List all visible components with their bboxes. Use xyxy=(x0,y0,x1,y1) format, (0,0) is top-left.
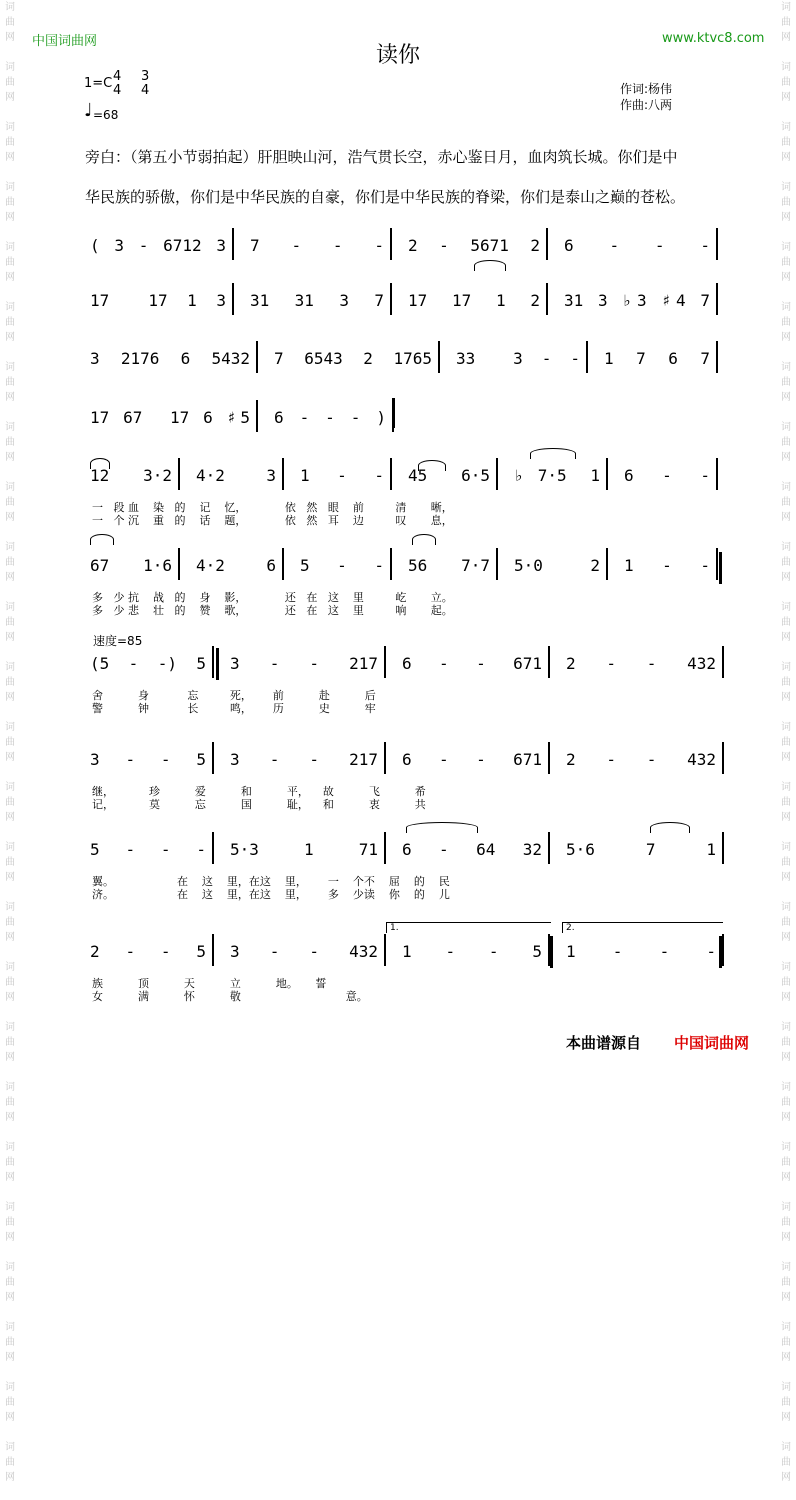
measure-notes: 3 - - 5 xyxy=(90,750,206,769)
barline xyxy=(390,228,392,260)
key-signature: 1=C xyxy=(84,76,113,91)
barline xyxy=(212,742,214,774)
measure-notes: 6 - - xyxy=(624,466,710,485)
barline xyxy=(212,832,214,864)
volta-1-label: 1. xyxy=(390,923,399,933)
measure-notes: 12 3·2 xyxy=(90,466,172,485)
lyric-line: 一 个 沉 重 的 话 题， 依 然 耳 边 叹 息， xyxy=(92,514,453,527)
double-barline xyxy=(392,398,395,428)
lyric-line: 一 段 血 染 的 记 忆， 依 然 眼 前 清 晰， xyxy=(92,501,453,514)
barline xyxy=(716,341,718,373)
lyric-line: 继， 珍 爱 和 平， 故 飞 希 xyxy=(92,785,426,798)
measure-notes: 17 17 1 3 xyxy=(90,291,226,310)
barline xyxy=(178,458,180,490)
slur-mark xyxy=(650,822,690,833)
measure-notes: 5·6 7 1 xyxy=(566,840,716,859)
measure-notes: (5 - -) 5 xyxy=(90,654,206,673)
barline xyxy=(722,742,724,774)
barline xyxy=(438,341,440,373)
measure-notes: 17 17 1 2 xyxy=(408,291,540,310)
lyric-line: 多 少 悲 壮 的 赞 歌， 还 在 这 里 响 起。 xyxy=(92,604,453,617)
lyric-line: 族 顶 天 立 地。 誓 xyxy=(92,977,327,990)
lyric-line: 女 满 怀 敬 意。 xyxy=(92,990,368,1003)
measure-notes: 5 - - - xyxy=(90,840,206,859)
barline xyxy=(716,283,718,315)
narration-line-2: 华民族的骄傲，你们是中华民族的自豪，你们是中华民族的脊梁，你们是泰山之巅的苍松。 xyxy=(85,188,686,206)
barline xyxy=(716,228,718,260)
tempo-change: 速度=85 xyxy=(93,634,143,648)
slur-mark xyxy=(90,534,114,545)
lyric-line: 警 钟 长 鸣， 历 史 牢 xyxy=(92,702,376,715)
barline xyxy=(722,646,724,678)
slur-mark xyxy=(530,448,576,459)
measure-notes: 5·0 2 xyxy=(514,556,600,575)
measure-notes: 56 7·7 xyxy=(408,556,490,575)
tempo-marking: =68 xyxy=(93,108,119,122)
site-name-header[interactable]: 中国词曲网 xyxy=(32,34,98,49)
measure-notes: ( 3 - 6712 3 xyxy=(90,236,226,255)
barline xyxy=(548,742,550,774)
barline xyxy=(496,458,498,490)
measure-notes: 3 - - 217 xyxy=(230,750,378,769)
volta-1 xyxy=(386,922,551,933)
measure-notes: 1 - - - xyxy=(566,942,716,961)
time-signature-1: 4 4 xyxy=(113,69,122,98)
composer-credit: 作曲:八两 xyxy=(620,98,673,112)
double-barline xyxy=(550,936,553,968)
lyric-line: 济。 在 这 里，在这 里， 多 少读 你 的 儿 xyxy=(92,888,450,901)
watermark-right: 词 曲 网 词 曲 网 词 曲 网 词 曲 网 词 曲 网 词 曲 网 词 曲 网 词 曲 网 词 曲 网 词 曲 网 词 曲 网 词 曲 网 词 曲 网 词 曲 网 词 曲 网 词 曲 网 词 曲 网 词 曲 网 词 曲 网 词 曲 网 词 曲 网 词 曲 网 词 曲 网 词 曲 网 词 曲 网 xyxy=(781,2,791,1483)
measure-notes: 17 67 17 6 ♯5 xyxy=(90,408,250,427)
barline xyxy=(232,283,234,315)
barline xyxy=(384,934,386,966)
barline xyxy=(716,458,718,490)
lyric-line: 舍 身 忘 死， 前 赴 后 xyxy=(92,689,376,702)
barline xyxy=(546,283,548,315)
barline xyxy=(384,742,386,774)
barline xyxy=(716,548,718,580)
measure-notes: 31 31 3 7 xyxy=(250,291,384,310)
measure-notes: 3 - - 217 xyxy=(230,654,378,673)
measure-notes: 6 - 64 32 xyxy=(402,840,542,859)
measure-notes: 2 - - 5 xyxy=(90,942,206,961)
barline xyxy=(384,832,386,864)
slur-mark xyxy=(412,534,436,545)
lyric-line: 多 少 抗 战 的 身 影， 还 在 这 里 屹 立。 xyxy=(92,591,453,604)
barline xyxy=(722,934,724,966)
measure-notes: 2 - - 432 xyxy=(566,654,716,673)
measure-notes: 5·3 1 71 xyxy=(230,840,378,859)
measure-notes: 4·2 6 xyxy=(196,556,276,575)
measure-notes: 1 - - 5 xyxy=(402,942,542,961)
site-url-header[interactable]: www.ktvc8.com xyxy=(662,31,765,46)
measure-notes: 1 7 6 7 xyxy=(604,349,710,368)
barline xyxy=(212,646,214,678)
measure-notes: 1 - - xyxy=(300,466,384,485)
slur-mark xyxy=(406,822,478,833)
measure-notes: 33 3 - - xyxy=(456,349,580,368)
measure-notes: 6 - - 671 xyxy=(402,750,542,769)
measure-notes: 2 - - 432 xyxy=(566,750,716,769)
barline xyxy=(390,548,392,580)
barline xyxy=(212,934,214,966)
footer-source-label: 本曲谱源自 xyxy=(566,1034,642,1052)
lyric-line: 翼。 在 这 里，在这 里， 一 个不 屈 的 民 xyxy=(92,875,450,888)
measure-notes: 31 3 ♭3 ♯4 7 xyxy=(564,291,710,310)
double-barline xyxy=(719,552,722,584)
footer-site-link[interactable]: 中国词曲网 xyxy=(674,1034,750,1052)
barline xyxy=(722,832,724,864)
barline xyxy=(282,548,284,580)
barline xyxy=(606,458,608,490)
barline xyxy=(496,548,498,580)
lyric-line: 记， 莫 忘 国 耻， 和 衷 共 xyxy=(92,798,426,811)
measure-notes: 6 - - - ) xyxy=(274,408,386,427)
measure-notes: 3 - - 432 xyxy=(230,942,378,961)
barline xyxy=(384,646,386,678)
narration-line-1: 旁白：（第五小节弱拍起）肝胆映山河，浩气贯长空，赤心鉴日月，血肉筑长城。你们是中 xyxy=(85,148,678,166)
song-title: 读你 xyxy=(375,43,420,68)
lyricist-credit: 作词:杨伟 xyxy=(620,82,673,96)
quarter-note-icon: ♩ xyxy=(84,100,93,121)
barline xyxy=(390,458,392,490)
measure-notes: 6 - - 671 xyxy=(402,654,542,673)
measure-notes: 67 1·6 xyxy=(90,556,172,575)
measure-notes: 3 2176 6 5432 xyxy=(90,349,250,368)
barline xyxy=(390,283,392,315)
measure-notes: 2 - 5671 2 xyxy=(408,236,540,255)
time-signature-2: 3 4 xyxy=(141,69,150,98)
measure-notes: 1 - - xyxy=(624,556,710,575)
barline xyxy=(546,228,548,260)
measure-notes: 7 6543 2 1765 xyxy=(274,349,432,368)
barline xyxy=(232,228,234,260)
measure-notes: 4·2 3 xyxy=(196,466,276,485)
double-barline xyxy=(719,936,722,968)
watermark-left: 词 曲 网 词 曲 网 词 曲 网 词 曲 网 词 曲 网 词 曲 网 词 曲 网 词 曲 网 词 曲 网 词 曲 网 词 曲 网 词 曲 网 词 曲 网 词 曲 网 词 曲 网 词 曲 网 词 曲 网 词 曲 网 词 曲 网 词 曲 网 词 曲 网 词 曲 网 词 曲 网 词 曲 网 词 曲 网 xyxy=(5,2,15,1483)
volta-2-label: 2. xyxy=(566,923,575,933)
measure-notes: 7 - - - xyxy=(250,236,384,255)
barline xyxy=(256,341,258,373)
barline xyxy=(548,832,550,864)
volta-2 xyxy=(562,922,723,933)
barline xyxy=(178,548,180,580)
double-barline xyxy=(216,648,219,680)
barline xyxy=(606,548,608,580)
barline xyxy=(586,341,588,373)
measure-notes: 45 6·5 xyxy=(408,466,490,485)
measure-notes: 5 - - xyxy=(300,556,384,575)
barline xyxy=(256,400,258,432)
barline xyxy=(282,458,284,490)
measure-notes: ♭7·5 1 xyxy=(514,466,600,485)
slur-mark xyxy=(474,260,506,271)
slur-mark xyxy=(90,458,110,469)
slur-mark xyxy=(418,460,446,471)
barline xyxy=(548,646,550,678)
measure-notes: 6 - - - xyxy=(564,236,710,255)
